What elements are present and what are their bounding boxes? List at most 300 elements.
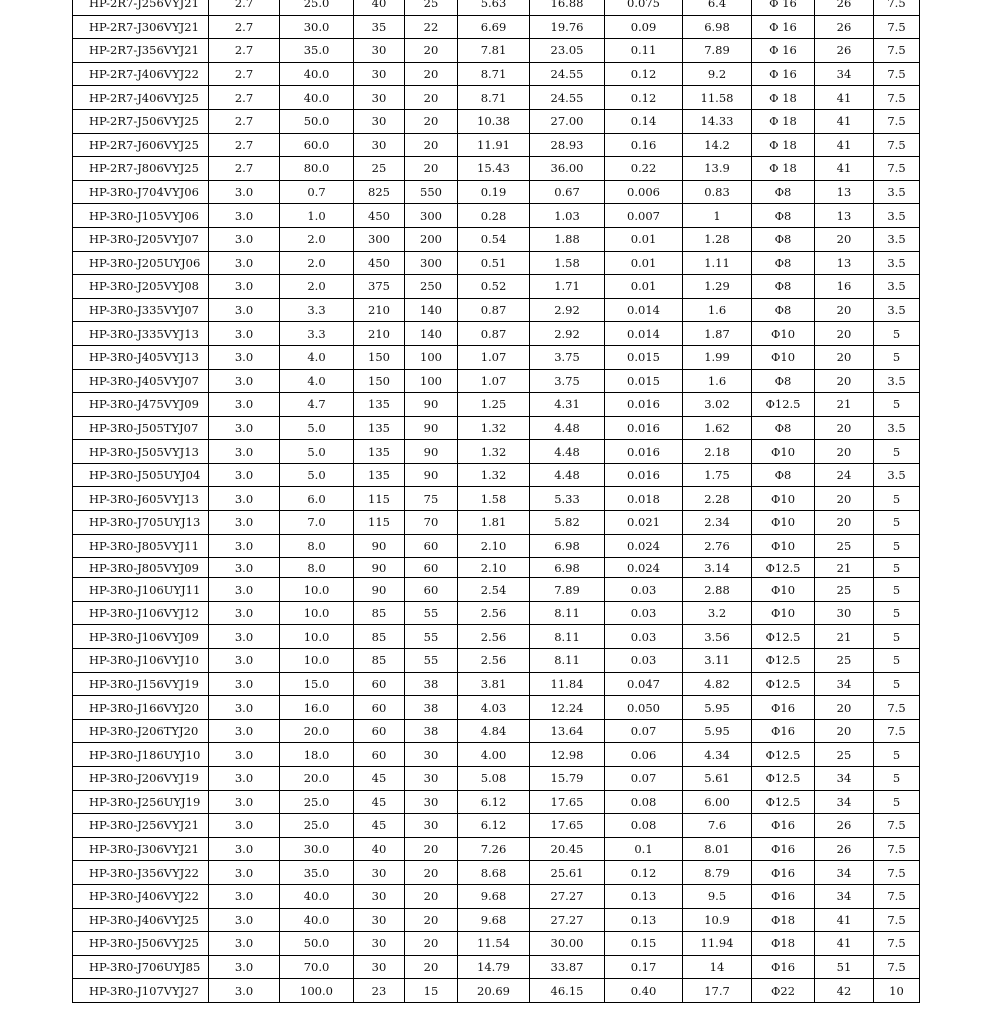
cell-esr-ac: 40 <box>354 837 405 861</box>
cell-voltage: 3.0 <box>209 696 280 720</box>
table-row <box>73 511 920 535</box>
cell-esr-dc: 90 <box>405 393 458 417</box>
table-row <box>73 884 920 908</box>
table-row <box>73 204 920 228</box>
cell-capacitance: 40.0 <box>280 62 354 86</box>
cell-esr-ac: 375 <box>354 275 405 299</box>
cell-pitch: 7.5 <box>874 955 920 979</box>
cell-esr-dc: 38 <box>405 696 458 720</box>
cell-pitch: 7.5 <box>874 837 920 861</box>
table-row <box>73 298 920 322</box>
cell-diameter: Φ10 <box>752 322 815 346</box>
cell-length: 20 <box>815 487 874 511</box>
cell-esr-dc: 25 <box>405 0 458 15</box>
cell-peak-current: 4.31 <box>530 393 605 417</box>
cell-stored-energy: 6.98 <box>683 15 752 39</box>
cell-stored-energy: 3.02 <box>683 393 752 417</box>
cell-leakage: 0.016 <box>605 463 683 487</box>
cell-stored-energy: 9.2 <box>683 62 752 86</box>
cell-leakage: 0.03 <box>605 649 683 673</box>
cell-model: HP-3R0-J506VYJ25 <box>73 932 209 956</box>
cell-model: HP-3R0-J406VYJ25 <box>73 908 209 932</box>
cell-capacitance: 10.0 <box>280 578 354 602</box>
cell-model: HP-3R0-J106VYJ09 <box>73 625 209 649</box>
cell-model: HP-2R7-J306VYJ21 <box>73 15 209 39</box>
cell-max-current: 0.52 <box>458 275 530 299</box>
cell-esr-dc: 140 <box>405 322 458 346</box>
table-row <box>73 227 920 251</box>
cell-esr-dc: 30 <box>405 814 458 838</box>
cell-leakage: 0.03 <box>605 625 683 649</box>
cell-stored-energy: 2.76 <box>683 534 752 558</box>
cell-esr-ac: 135 <box>354 416 405 440</box>
cell-esr-ac: 825 <box>354 180 405 204</box>
cell-model: HP-3R0-J106VYJ10 <box>73 649 209 673</box>
cell-esr-ac: 30 <box>354 109 405 133</box>
cell-peak-current: 23.05 <box>530 39 605 63</box>
cell-leakage: 0.03 <box>605 578 683 602</box>
cell-leakage: 0.021 <box>605 511 683 535</box>
cell-esr-dc: 20 <box>405 157 458 181</box>
cell-pitch: 5 <box>874 558 920 578</box>
cell-max-current: 2.10 <box>458 534 530 558</box>
cell-esr-dc: 140 <box>405 298 458 322</box>
cell-voltage: 3.0 <box>209 884 280 908</box>
cell-pitch: 3.5 <box>874 180 920 204</box>
cell-diameter: Φ12.5 <box>752 393 815 417</box>
cell-voltage: 3.0 <box>209 275 280 299</box>
cell-voltage: 3.0 <box>209 861 280 885</box>
cell-length: 25 <box>815 743 874 767</box>
cell-capacitance: 40.0 <box>280 908 354 932</box>
cell-capacitance: 80.0 <box>280 157 354 181</box>
cell-max-current: 5.63 <box>458 0 530 15</box>
cell-leakage: 0.014 <box>605 322 683 346</box>
cell-diameter: Φ22 <box>752 979 815 1003</box>
cell-voltage: 3.0 <box>209 345 280 369</box>
cell-diameter: Φ16 <box>752 837 815 861</box>
cell-esr-ac: 135 <box>354 393 405 417</box>
cell-stored-energy: 1.6 <box>683 369 752 393</box>
cell-esr-ac: 45 <box>354 814 405 838</box>
cell-leakage: 0.024 <box>605 534 683 558</box>
cell-leakage: 0.13 <box>605 908 683 932</box>
cell-leakage: 0.22 <box>605 157 683 181</box>
cell-max-current: 0.28 <box>458 204 530 228</box>
cell-esr-dc: 60 <box>405 558 458 578</box>
cell-esr-ac: 90 <box>354 578 405 602</box>
cell-esr-ac: 30 <box>354 884 405 908</box>
cell-esr-dc: 90 <box>405 416 458 440</box>
cell-capacitance: 4.0 <box>280 369 354 393</box>
cell-model: HP-3R0-J335VYJ13 <box>73 322 209 346</box>
cell-model: HP-3R0-J335VYJ07 <box>73 298 209 322</box>
cell-esr-ac: 40 <box>354 0 405 15</box>
cell-voltage: 3.0 <box>209 369 280 393</box>
cell-stored-energy: 8.79 <box>683 861 752 885</box>
cell-stored-energy: 1.87 <box>683 322 752 346</box>
cell-pitch: 3.5 <box>874 204 920 228</box>
cell-capacitance: 25.0 <box>280 814 354 838</box>
table-row <box>73 416 920 440</box>
cell-stored-energy: 11.94 <box>683 932 752 956</box>
cell-stored-energy: 7.6 <box>683 814 752 838</box>
cell-stored-energy: 1.75 <box>683 463 752 487</box>
cell-stored-energy: 5.95 <box>683 696 752 720</box>
cell-stored-energy: 2.34 <box>683 511 752 535</box>
cell-esr-dc: 30 <box>405 790 458 814</box>
cell-esr-dc: 100 <box>405 369 458 393</box>
table-row <box>73 369 920 393</box>
cell-length: 34 <box>815 62 874 86</box>
cell-max-current: 2.56 <box>458 601 530 625</box>
cell-length: 26 <box>815 15 874 39</box>
cell-diameter: Φ12.5 <box>752 743 815 767</box>
cell-model: HP-2R7-J256VYJ21 <box>73 0 209 15</box>
cell-pitch: 5 <box>874 345 920 369</box>
cell-esr-dc: 200 <box>405 227 458 251</box>
cell-stored-energy: 1.29 <box>683 275 752 299</box>
cell-diameter: Φ16 <box>752 884 815 908</box>
cell-model: HP-3R0-J205VYJ07 <box>73 227 209 251</box>
cell-pitch: 3.5 <box>874 275 920 299</box>
table-row <box>73 393 920 417</box>
table-row <box>73 39 920 63</box>
cell-peak-current: 28.93 <box>530 133 605 157</box>
cell-model: HP-3R0-J205UYJ06 <box>73 251 209 275</box>
cell-length: 42 <box>815 979 874 1003</box>
cell-esr-dc: 20 <box>405 861 458 885</box>
cell-stored-energy: 1 <box>683 204 752 228</box>
cell-leakage: 0.15 <box>605 932 683 956</box>
cell-esr-ac: 45 <box>354 790 405 814</box>
cell-max-current: 11.54 <box>458 932 530 956</box>
cell-length: 20 <box>815 440 874 464</box>
table-row <box>73 157 920 181</box>
cell-max-current: 8.71 <box>458 86 530 110</box>
cell-esr-dc: 60 <box>405 534 458 558</box>
cell-capacitance: 60.0 <box>280 133 354 157</box>
cell-length: 34 <box>815 767 874 791</box>
cell-length: 26 <box>815 39 874 63</box>
cell-peak-current: 30.00 <box>530 932 605 956</box>
cell-pitch: 5 <box>874 790 920 814</box>
cell-length: 24 <box>815 463 874 487</box>
cell-max-current: 7.26 <box>458 837 530 861</box>
cell-model: HP-3R0-J505VYJ13 <box>73 440 209 464</box>
cell-esr-ac: 30 <box>354 39 405 63</box>
cell-capacitance: 20.0 <box>280 767 354 791</box>
cell-peak-current: 5.33 <box>530 487 605 511</box>
cell-esr-ac: 30 <box>354 62 405 86</box>
cell-pitch: 5 <box>874 767 920 791</box>
cell-diameter: Φ16 <box>752 814 815 838</box>
cell-pitch: 7.5 <box>874 719 920 743</box>
table-row <box>73 837 920 861</box>
cell-voltage: 2.7 <box>209 0 280 15</box>
cell-peak-current: 3.75 <box>530 345 605 369</box>
cell-capacitance: 10.0 <box>280 625 354 649</box>
cell-pitch: 3.5 <box>874 298 920 322</box>
table-row <box>73 0 920 15</box>
cell-diameter: Φ 18 <box>752 86 815 110</box>
cell-esr-ac: 30 <box>354 908 405 932</box>
cell-stored-energy: 14.2 <box>683 133 752 157</box>
cell-diameter: Φ18 <box>752 908 815 932</box>
cell-diameter: Φ 16 <box>752 15 815 39</box>
cell-esr-dc: 70 <box>405 511 458 535</box>
cell-length: 34 <box>815 884 874 908</box>
cell-leakage: 0.03 <box>605 601 683 625</box>
cell-max-current: 2.10 <box>458 558 530 578</box>
cell-leakage: 0.01 <box>605 275 683 299</box>
cell-diameter: Φ 18 <box>752 133 815 157</box>
cell-capacitance: 6.0 <box>280 487 354 511</box>
cell-pitch: 3.5 <box>874 463 920 487</box>
cell-esr-ac: 60 <box>354 696 405 720</box>
table-row <box>73 743 920 767</box>
cell-esr-ac: 45 <box>354 767 405 791</box>
cell-max-current: 6.12 <box>458 814 530 838</box>
cell-max-current: 0.19 <box>458 180 530 204</box>
cell-leakage: 0.11 <box>605 39 683 63</box>
cell-leakage: 0.01 <box>605 251 683 275</box>
cell-capacitance: 2.0 <box>280 275 354 299</box>
cell-stored-energy: 4.82 <box>683 672 752 696</box>
cell-esr-dc: 60 <box>405 578 458 602</box>
cell-esr-ac: 30 <box>354 133 405 157</box>
cell-stored-energy: 4.34 <box>683 743 752 767</box>
cell-peak-current: 1.03 <box>530 204 605 228</box>
cell-voltage: 3.0 <box>209 743 280 767</box>
cell-esr-dc: 90 <box>405 440 458 464</box>
cell-diameter: Φ12.5 <box>752 625 815 649</box>
cell-esr-ac: 135 <box>354 463 405 487</box>
cell-leakage: 0.015 <box>605 345 683 369</box>
cell-voltage: 2.7 <box>209 62 280 86</box>
cell-pitch: 5 <box>874 440 920 464</box>
cell-esr-ac: 90 <box>354 558 405 578</box>
cell-max-current: 10.38 <box>458 109 530 133</box>
cell-diameter: Φ 16 <box>752 0 815 15</box>
cell-diameter: Φ10 <box>752 487 815 511</box>
cell-capacitance: 10.0 <box>280 601 354 625</box>
cell-voltage: 3.0 <box>209 440 280 464</box>
cell-capacitance: 35.0 <box>280 39 354 63</box>
cell-voltage: 3.0 <box>209 649 280 673</box>
cell-capacitance: 4.0 <box>280 345 354 369</box>
cell-peak-current: 8.11 <box>530 625 605 649</box>
cell-voltage: 3.0 <box>209 204 280 228</box>
cell-voltage: 3.0 <box>209 837 280 861</box>
cell-max-current: 6.69 <box>458 15 530 39</box>
cell-diameter: Φ16 <box>752 719 815 743</box>
cell-voltage: 3.0 <box>209 719 280 743</box>
cell-pitch: 7.5 <box>874 696 920 720</box>
cell-esr-dc: 20 <box>405 86 458 110</box>
cell-diameter: Φ8 <box>752 275 815 299</box>
cell-peak-current: 24.55 <box>530 86 605 110</box>
cell-model: HP-3R0-J205VYJ08 <box>73 275 209 299</box>
cell-max-current: 9.68 <box>458 884 530 908</box>
cell-peak-current: 6.98 <box>530 534 605 558</box>
cell-peak-current: 8.11 <box>530 649 605 673</box>
cell-stored-energy: 17.7 <box>683 979 752 1003</box>
cell-stored-energy: 9.5 <box>683 884 752 908</box>
cell-leakage: 0.047 <box>605 672 683 696</box>
cell-length: 41 <box>815 908 874 932</box>
cell-max-current: 2.54 <box>458 578 530 602</box>
table-row <box>73 86 920 110</box>
cell-max-current: 0.87 <box>458 298 530 322</box>
cell-pitch: 3.5 <box>874 416 920 440</box>
cell-model: HP-3R0-J306VYJ21 <box>73 837 209 861</box>
table-row <box>73 908 920 932</box>
cell-diameter: Φ8 <box>752 463 815 487</box>
cell-capacitance: 18.0 <box>280 743 354 767</box>
table-body <box>73 0 920 1002</box>
table-row <box>73 440 920 464</box>
cell-capacitance: 5.0 <box>280 440 354 464</box>
cell-voltage: 3.0 <box>209 558 280 578</box>
cell-pitch: 7.5 <box>874 62 920 86</box>
cell-peak-current: 2.92 <box>530 322 605 346</box>
cell-model: HP-3R0-J605VYJ13 <box>73 487 209 511</box>
cell-pitch: 3.5 <box>874 369 920 393</box>
cell-pitch: 5 <box>874 578 920 602</box>
cell-leakage: 0.006 <box>605 180 683 204</box>
cell-esr-ac: 60 <box>354 743 405 767</box>
cell-capacitance: 16.0 <box>280 696 354 720</box>
cell-max-current: 0.51 <box>458 251 530 275</box>
table-row <box>73 767 920 791</box>
cell-leakage: 0.016 <box>605 393 683 417</box>
cell-voltage: 3.0 <box>209 180 280 204</box>
cell-esr-dc: 38 <box>405 672 458 696</box>
cell-leakage: 0.1 <box>605 837 683 861</box>
cell-pitch: 7.5 <box>874 39 920 63</box>
cell-esr-dc: 550 <box>405 180 458 204</box>
cell-diameter: Φ12.5 <box>752 790 815 814</box>
cell-leakage: 0.014 <box>605 298 683 322</box>
cell-capacitance: 70.0 <box>280 955 354 979</box>
cell-length: 20 <box>815 227 874 251</box>
cell-peak-current: 12.24 <box>530 696 605 720</box>
table-row <box>73 463 920 487</box>
cell-max-current: 9.68 <box>458 908 530 932</box>
cell-model: HP-3R0-J405VYJ13 <box>73 345 209 369</box>
table-row <box>73 932 920 956</box>
cell-capacitance: 3.3 <box>280 322 354 346</box>
cell-esr-dc: 20 <box>405 133 458 157</box>
cell-diameter: Φ12.5 <box>752 767 815 791</box>
cell-capacitance: 4.7 <box>280 393 354 417</box>
cell-diameter: Φ 18 <box>752 109 815 133</box>
table-row <box>73 578 920 602</box>
cell-pitch: 7.5 <box>874 86 920 110</box>
cell-model: HP-3R0-J186UYJ10 <box>73 743 209 767</box>
cell-length: 34 <box>815 861 874 885</box>
cell-esr-dc: 300 <box>405 204 458 228</box>
cell-peak-current: 5.82 <box>530 511 605 535</box>
cell-diameter: Φ10 <box>752 511 815 535</box>
cell-length: 41 <box>815 133 874 157</box>
cell-voltage: 3.0 <box>209 534 280 558</box>
cell-peak-current: 13.64 <box>530 719 605 743</box>
cell-leakage: 0.40 <box>605 979 683 1003</box>
cell-diameter: Φ 18 <box>752 157 815 181</box>
cell-max-current: 1.07 <box>458 345 530 369</box>
cell-esr-dc: 55 <box>405 601 458 625</box>
cell-length: 20 <box>815 416 874 440</box>
cell-length: 30 <box>815 601 874 625</box>
cell-diameter: Φ8 <box>752 298 815 322</box>
table-row <box>73 534 920 558</box>
cell-length: 20 <box>815 322 874 346</box>
cell-model: HP-2R7-J356VYJ21 <box>73 39 209 63</box>
cell-max-current: 1.32 <box>458 463 530 487</box>
table-row <box>73 814 920 838</box>
cell-peak-current: 2.92 <box>530 298 605 322</box>
cell-esr-ac: 300 <box>354 227 405 251</box>
cell-diameter: Φ 16 <box>752 62 815 86</box>
cell-voltage: 2.7 <box>209 15 280 39</box>
cell-pitch: 7.5 <box>874 814 920 838</box>
cell-stored-energy: 1.28 <box>683 227 752 251</box>
cell-leakage: 0.01 <box>605 227 683 251</box>
cell-length: 41 <box>815 86 874 110</box>
cell-stored-energy: 14 <box>683 955 752 979</box>
cell-capacitance: 20.0 <box>280 719 354 743</box>
cell-max-current: 11.91 <box>458 133 530 157</box>
cell-pitch: 5 <box>874 511 920 535</box>
cell-stored-energy: 5.95 <box>683 719 752 743</box>
cell-leakage: 0.015 <box>605 369 683 393</box>
cell-voltage: 3.0 <box>209 463 280 487</box>
cell-leakage: 0.018 <box>605 487 683 511</box>
cell-pitch: 5 <box>874 743 920 767</box>
cell-peak-current: 1.88 <box>530 227 605 251</box>
cell-esr-ac: 450 <box>354 204 405 228</box>
cell-esr-dc: 20 <box>405 908 458 932</box>
cell-length: 26 <box>815 814 874 838</box>
cell-model: HP-3R0-J106UYJ11 <box>73 578 209 602</box>
cell-model: HP-3R0-J106VYJ12 <box>73 601 209 625</box>
cell-voltage: 3.0 <box>209 814 280 838</box>
cell-capacitance: 8.0 <box>280 534 354 558</box>
cell-diameter: Φ10 <box>752 440 815 464</box>
cell-stored-energy: 6.00 <box>683 790 752 814</box>
cell-voltage: 2.7 <box>209 109 280 133</box>
cell-esr-dc: 20 <box>405 62 458 86</box>
cell-stored-energy: 13.9 <box>683 157 752 181</box>
cell-diameter: Φ8 <box>752 204 815 228</box>
cell-model: HP-2R7-J406VYJ22 <box>73 62 209 86</box>
cell-model: HP-3R0-J406VYJ22 <box>73 884 209 908</box>
table-row <box>73 672 920 696</box>
cell-max-current: 15.43 <box>458 157 530 181</box>
cell-esr-ac: 450 <box>354 251 405 275</box>
cell-model: HP-3R0-J206TYJ20 <box>73 719 209 743</box>
cell-stored-energy: 6.4 <box>683 0 752 15</box>
table-row <box>73 649 920 673</box>
cell-leakage: 0.16 <box>605 133 683 157</box>
cell-peak-current: 46.15 <box>530 979 605 1003</box>
cell-voltage: 2.7 <box>209 39 280 63</box>
cell-pitch: 7.5 <box>874 157 920 181</box>
cell-length: 26 <box>815 837 874 861</box>
cell-stored-energy: 0.83 <box>683 180 752 204</box>
